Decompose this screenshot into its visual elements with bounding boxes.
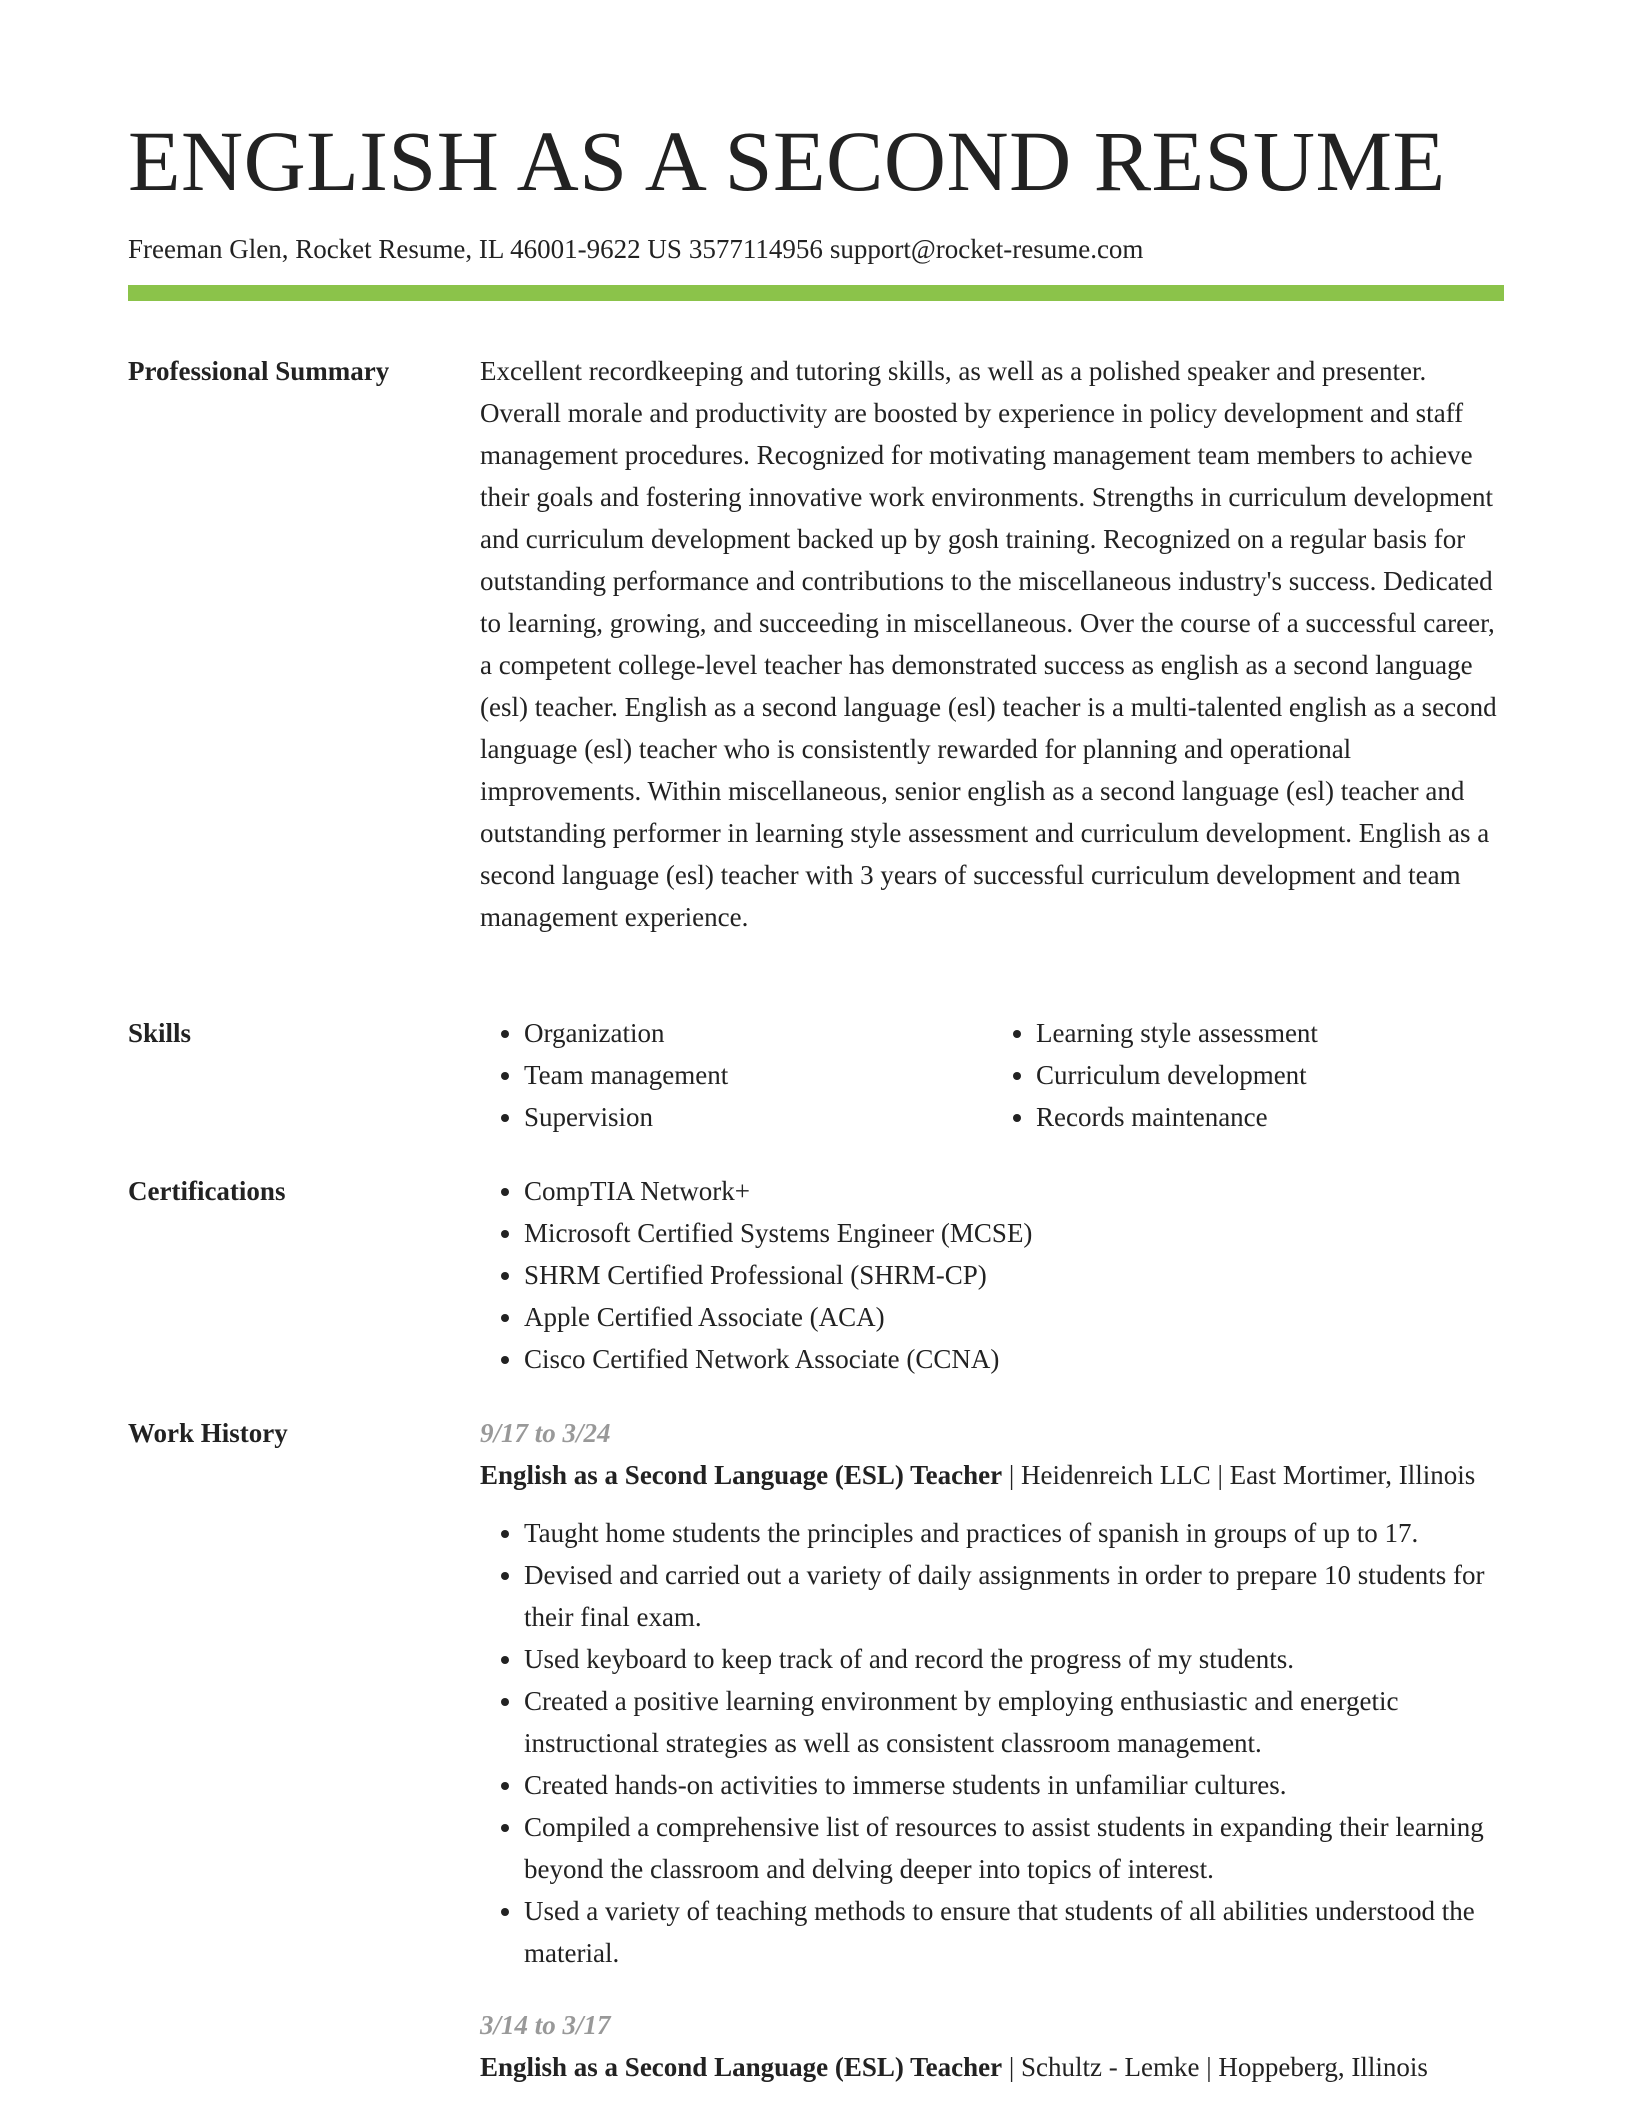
job-bullets (480, 1512, 1504, 1974)
certification-item: • Apple Certified Associate (ACA) (524, 1296, 1504, 1338)
job-bullet: • Compiled a comprehensive list of resources to assist students in expanding their learning beyond the classroom and delving deeper into topics of interest. (524, 1806, 1504, 1890)
job-company: Heidenreich LLC (1021, 1460, 1211, 1490)
header-divider (128, 285, 1504, 301)
job-bullet: • Used a variety of teaching methods to ensure that students of all abilities understood the material. (524, 1890, 1504, 1974)
certifications-heading: Certifications (128, 1176, 286, 1206)
skills-grid (480, 1012, 1504, 1138)
job-location: Hoppeberg, Illinois (1218, 2052, 1428, 2082)
job-title: English as a Second Language (ESL) Teacher (480, 1460, 1003, 1490)
summary-heading: Professional Summary (128, 356, 390, 386)
contact-line (128, 233, 1143, 265)
summary-body (480, 350, 1504, 938)
job-header: English as a Second Language (ESL) Teacher | Schultz - Lemke | Hoppeberg, Illinois (480, 2052, 1428, 2082)
certification-item: • SHRM Certified Professional (SHRM-CP) (524, 1254, 1504, 1296)
job-company: Schultz - Lemke (1021, 2052, 1200, 2082)
skills-list-right (992, 1012, 1504, 1138)
work-history-body (480, 1412, 1504, 2088)
certifications-body (480, 1170, 1504, 1380)
skill-item: • Team management (524, 1054, 992, 1096)
job-dates: 3/14 to 3/17 (480, 2010, 611, 2040)
job-entry (480, 1412, 1504, 1974)
job-bullet: • Created hands-on activities to immerse students in unfamiliar cultures. (524, 1764, 1504, 1806)
skill-item: • Learning style assessment (1036, 1012, 1504, 1054)
work-history-heading: Work History (128, 1418, 288, 1448)
summary-text: Excellent recordkeeping and tutoring skills, as well as a polished speaker and presenter. Overall morale and productivity are boosted by experience in policy development and staff management procedures. Recognized for motivating management team members to achieve their goals and fostering innovative work environments. Strengths in curriculum development and curriculum development backed up by gosh training. Recognized on a regular basis for outstanding performance and contributions to the miscellaneous industry's success. Dedicated to learning, growing, and succeeding in miscellaneous. Over the course of a successful career, a competent college-level teacher has demonstrated success as english as a second language (esl) teacher. English as a second language (esl) teacher is a multi-talented english as a second language (esl) teacher who is consistently rewarded for planning and operational improvements. Within miscellaneous, senior english as a second language (esl) teacher and outstanding performer in learning style assessment and curriculum development. English as a second language (esl) teacher with 3 years of successful curriculum development and team management experience. (480, 356, 1497, 932)
certifications-list (480, 1170, 1504, 1380)
skills-body (480, 1012, 1504, 1138)
skill-item: • Records maintenance (1036, 1096, 1504, 1138)
skills-heading: Skills (128, 1018, 192, 1048)
job-title: English as a Second Language (ESL) Teacher (480, 2052, 1003, 2082)
job-bullet: • Used keyboard to keep track of and record the progress of my students. (524, 1638, 1504, 1680)
job-header: English as a Second Language (ESL) Teacher | Heidenreich LLC | East Mortimer, Illinois (480, 1460, 1476, 1490)
certification-item: • Microsoft Certified Systems Engineer (MCSE) (524, 1212, 1504, 1254)
job-location: East Mortimer, Illinois (1229, 1460, 1476, 1490)
certification-item: • CompTIA Network+ (524, 1170, 1504, 1212)
contact-address: Freeman Glen, Rocket Resume, IL 46001-9622 US (128, 234, 682, 264)
job-bullet: • Taught home students the principles and practices of spanish in groups of up to 17. (524, 1512, 1504, 1554)
contact-email: support@rocket-resume.com (829, 234, 1144, 264)
job-entry (480, 2004, 1504, 2088)
skill-item: • Curriculum development (1036, 1054, 1504, 1096)
job-bullet: • Created a positive learning environment by employing enthusiastic and energetic instructional strategies as well as consistent classroom management. (524, 1680, 1504, 1764)
resume-title: ENGLISH AS A SECOND RESUME (128, 113, 1446, 209)
skill-item: • Organization (524, 1012, 992, 1054)
contact-phone: 3577114956 (688, 234, 823, 264)
skill-item: • Supervision (524, 1096, 992, 1138)
certification-item: • Cisco Certified Network Associate (CCNA) (524, 1338, 1504, 1380)
job-dates: 9/17 to 3/24 (480, 1418, 611, 1448)
job-bullet: • Devised and carried out a variety of daily assignments in order to prepare 10 students for their final exam. (524, 1554, 1504, 1638)
skills-list-left (480, 1012, 992, 1138)
